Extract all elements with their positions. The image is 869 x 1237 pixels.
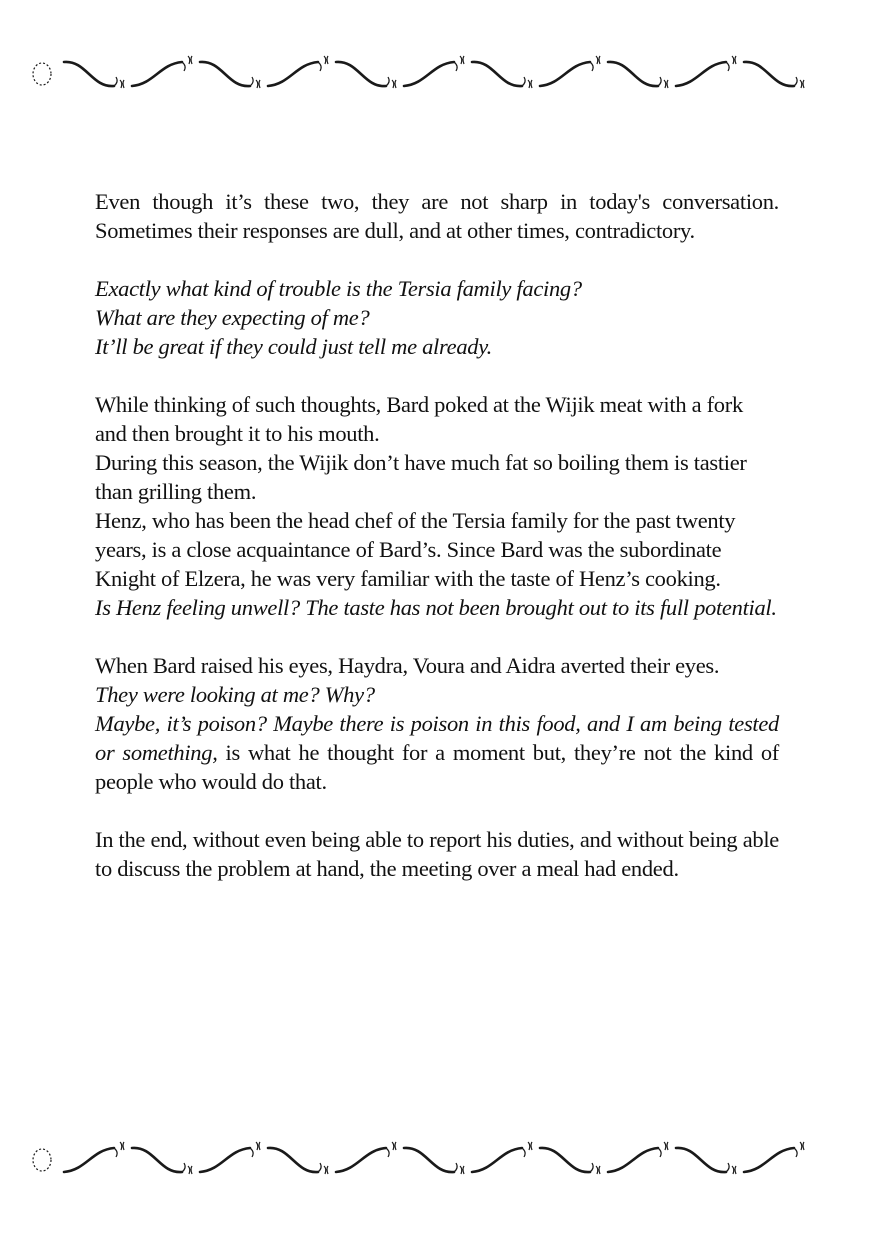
thought-line: Exactly what kind of trouble is the Tersia family facing? <box>95 276 582 301</box>
scroll-curve <box>404 62 454 86</box>
scroll-curl <box>114 1142 124 1157</box>
floral-scroll-icon <box>28 52 868 96</box>
scroll-curve <box>608 62 658 86</box>
scroll-curl <box>726 56 736 71</box>
scroll-curve <box>608 1148 658 1172</box>
top-ornament-border <box>28 52 868 96</box>
narration-line: When Bard raised his eyes, Haydra, Voura and Aidra averted their eyes. <box>95 653 720 678</box>
scroll-curl <box>386 1142 396 1157</box>
bottom-ornament-border <box>28 1138 868 1182</box>
thought-text: Maybe, it’s poison? Maybe there is poison in this food, and I am being tested or something, <box>95 711 779 765</box>
thought-line: They were looking at me? Why? <box>95 682 375 707</box>
scroll-curl <box>590 1163 600 1174</box>
scroll-curve <box>472 1148 522 1172</box>
scroll-curl <box>794 77 804 88</box>
scroll-curl <box>454 1163 464 1174</box>
scroll-curl <box>182 1163 192 1174</box>
paragraph-1: Even though it’s these two, they are not sharp in today's conversation. Sometimes their responses are dull, and at other times, contradictory. <box>95 189 779 243</box>
page-body <box>95 187 779 883</box>
scroll-curl <box>590 56 600 71</box>
scroll-curl <box>318 1163 328 1174</box>
paragraph-2 <box>95 274 779 361</box>
scroll-curl <box>318 56 328 71</box>
scroll-curl <box>386 77 396 88</box>
scroll-curl <box>522 77 532 88</box>
scroll-curl <box>114 77 124 88</box>
thought-line: What are they expecting of me? <box>95 305 370 330</box>
scroll-curl <box>522 1142 532 1157</box>
scroll-curve <box>540 1148 590 1172</box>
paragraph-3 <box>95 390 779 622</box>
scroll-curve <box>744 62 794 86</box>
scroll-curl <box>726 1163 736 1174</box>
narration-line: While thinking of such thoughts, Bard poked at the Wijik meat with a fork and then brought it to his mouth. <box>95 392 743 446</box>
scroll-curl <box>454 56 464 71</box>
scroll-curve <box>540 62 590 86</box>
scroll-curve <box>676 62 726 86</box>
thought-line: Is Henz feeling unwell? The taste has not been brought out to its full potential. <box>95 595 777 620</box>
scroll-curve <box>336 1148 386 1172</box>
scroll-curl <box>658 1142 668 1157</box>
flourish-oval <box>33 63 51 85</box>
scroll-curl <box>250 77 260 88</box>
scroll-curve <box>676 1148 726 1172</box>
narration-line: During this season, the Wijik don’t have much fat so boiling them is tastier than grilling them. <box>95 450 747 504</box>
scroll-curl <box>182 56 192 71</box>
scroll-curve <box>404 1148 454 1172</box>
flourish-oval <box>33 1149 51 1171</box>
scroll-curve <box>744 1148 794 1172</box>
scroll-curve <box>268 62 318 86</box>
scroll-curve <box>200 1148 250 1172</box>
paragraph-4 <box>95 651 779 796</box>
thought-line: It’ll be great if they could just tell me already. <box>95 334 492 359</box>
scroll-curl <box>250 1142 260 1157</box>
scroll-curl <box>658 77 668 88</box>
scroll-curve <box>64 62 114 86</box>
narration-line: Henz, who has been the head chef of the Tersia family for the past twenty years, is a close acquaintance of Bard’s. Since Bard was the subordinate Knight of Elzera, he was very familiar with the taste of Henz’s cooking. <box>95 508 736 591</box>
scroll-curve <box>336 62 386 86</box>
scroll-curve <box>132 62 182 86</box>
mixed-line <box>95 709 779 796</box>
narration-text: is what he thought for a moment but, they’re not the kind of people who would do that. <box>95 740 780 794</box>
floral-scroll-icon <box>28 1138 868 1182</box>
scroll-curve <box>200 62 250 86</box>
scroll-curve <box>64 1148 114 1172</box>
scroll-curl <box>794 1142 804 1157</box>
paragraph-5: In the end, without even being able to report his duties, and without being able to discuss the problem at hand, the meeting over a meal had ended. <box>95 827 779 881</box>
scroll-curve <box>132 1148 182 1172</box>
scroll-curve <box>472 62 522 86</box>
scroll-curve <box>268 1148 318 1172</box>
